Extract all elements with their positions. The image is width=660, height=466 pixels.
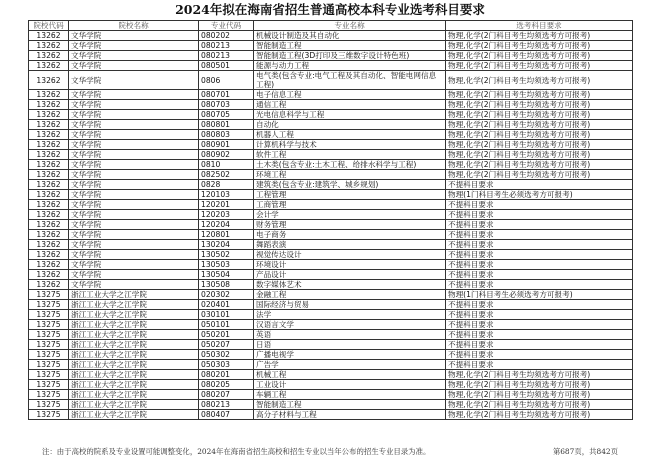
table-row [29,180,633,190]
cell-major-name: 环境工程 [254,170,446,180]
cell-major-name: 通信工程 [254,100,446,110]
cell-school-name: 文华学院 [69,140,199,150]
cell-school-code: 13262 [29,200,69,210]
cell-major-name: 机器人工程 [254,130,446,140]
cell-major-code: 080207 [199,390,254,400]
cell-school-name: 文华学院 [69,280,199,290]
cell-school-code: 13262 [29,61,69,71]
cell-subject-requirement: 物理,化学(2门科目考生均须选考方可报考) [446,110,633,120]
cell-school-name: 浙江工业大学之江学院 [69,350,199,360]
cell-school-name: 文华学院 [69,90,199,100]
cell-school-code: 13275 [29,310,69,320]
table-row [29,290,633,300]
cell-school-name: 浙江工业大学之江学院 [69,300,199,310]
cell-major-code: 130502 [199,250,254,260]
table-row [29,280,633,290]
cell-major-code: 080201 [199,370,254,380]
cell-major-code: 080701 [199,90,254,100]
cell-major-name: 自动化 [254,120,446,130]
cell-major-name: 视觉传达设计 [254,250,446,260]
table-row [29,250,633,260]
cell-major-code: 050302 [199,350,254,360]
table-row [29,140,633,150]
cell-school-code: 13262 [29,120,69,130]
cell-school-code: 13275 [29,350,69,360]
cell-school-name: 文华学院 [69,130,199,140]
cell-major-name: 智能制造工程 [254,400,446,410]
cell-major-code: 080213 [199,41,254,51]
cell-major-name: 工商管理 [254,200,446,210]
cell-major-code: 0828 [199,180,254,190]
cell-major-code: 080705 [199,110,254,120]
table-row [29,51,633,61]
cell-school-name: 文华学院 [69,31,199,41]
table-row [29,400,633,410]
cell-subject-requirement: 物理,化学(2门科目考生均须选考方可报考) [446,100,633,110]
cell-major-name: 机械工程 [254,370,446,380]
cell-school-name: 文华学院 [69,220,199,230]
cell-subject-requirement: 不提科目要求 [446,340,633,350]
cell-school-code: 13262 [29,110,69,120]
table-row [29,160,633,170]
cell-school-name: 文华学院 [69,61,199,71]
cell-major-code: 080407 [199,410,254,420]
cell-subject-requirement: 不提科目要求 [446,260,633,270]
cell-school-name: 浙江工业大学之江学院 [69,390,199,400]
cell-subject-requirement: 不提科目要求 [446,230,633,240]
cell-major-code: 080501 [199,61,254,71]
cell-subject-requirement: 物理,化学(2门科目考生均须选考方可报考) [446,61,633,71]
table-row [29,170,633,180]
cell-school-code: 13262 [29,270,69,280]
cell-school-code: 13262 [29,140,69,150]
cell-school-name: 浙江工业大学之江学院 [69,400,199,410]
cell-major-name: 土木类(包含专业:土木工程、给排水科学与工程) [254,160,446,170]
cell-school-code: 13262 [29,170,69,180]
table-row [29,370,633,380]
cell-school-code: 13275 [29,290,69,300]
table-row [29,90,633,100]
cell-major-name: 金融工程 [254,290,446,300]
footer-note: 注：由于高校的院系及专业设置可能调整变化，2024年在海南省招生高校和招生专业以当年公布的招生专业目录为准。 [42,447,431,456]
cell-school-code: 13275 [29,410,69,420]
cell-major-code: 082502 [199,170,254,180]
cell-school-code: 13262 [29,51,69,61]
cell-subject-requirement: 不提科目要求 [446,330,633,340]
cell-school-name: 浙江工业大学之江学院 [69,310,199,320]
header-school-code: 院校代码 [29,21,69,31]
cell-school-code: 13275 [29,300,69,310]
cell-major-code: 080213 [199,400,254,410]
cell-school-name: 文华学院 [69,250,199,260]
table-row [29,31,633,41]
cell-major-code: 080202 [199,31,254,41]
cell-school-name: 浙江工业大学之江学院 [69,380,199,390]
cell-subject-requirement: 物理,化学(2门科目考生均须选考方可报考) [446,90,633,100]
cell-school-code: 13275 [29,380,69,390]
requirements-table [28,20,633,420]
cell-subject-requirement: 不提科目要求 [446,280,633,290]
table-row [29,390,633,400]
cell-subject-requirement: 物理,化学(2门科目考生均须选考方可报考) [446,41,633,51]
cell-school-code: 13262 [29,250,69,260]
cell-school-name: 文华学院 [69,110,199,120]
table-row [29,240,633,250]
table-row [29,410,633,420]
cell-subject-requirement: 不提科目要求 [446,320,633,330]
cell-major-code: 130508 [199,280,254,290]
cell-major-name: 能源与动力工程 [254,61,446,71]
cell-subject-requirement: 不提科目要求 [446,310,633,320]
table-row [29,41,633,51]
cell-subject-requirement: 不提科目要求 [446,270,633,280]
table-row [29,300,633,310]
cell-school-name: 文华学院 [69,71,199,90]
table-row [29,330,633,340]
cell-major-name: 会计学 [254,210,446,220]
cell-school-code: 13262 [29,280,69,290]
cell-school-name: 文华学院 [69,210,199,220]
cell-major-name: 电子商务 [254,230,446,240]
cell-subject-requirement: 不提科目要求 [446,210,633,220]
cell-subject-requirement: 不提科目要求 [446,350,633,360]
table-row [29,71,633,90]
cell-subject-requirement: 不提科目要求 [446,200,633,210]
cell-major-name: 智能制造工程(3D打印及三维数字设计特色班) [254,51,446,61]
page-number: 第687页，共842页 [552,447,618,456]
table-row [29,310,633,320]
cell-subject-requirement: 不提科目要求 [446,220,633,230]
header-major-code: 专业代码 [199,21,254,31]
cell-major-code: 020401 [199,300,254,310]
cell-subject-requirement: 物理,化学(2门科目考生均须选考方可报考) [446,130,633,140]
cell-school-code: 13262 [29,130,69,140]
cell-subject-requirement: 物理,化学(2门科目考生均须选考方可报考) [446,390,633,400]
cell-school-name: 浙江工业大学之江学院 [69,370,199,380]
cell-school-name: 文华学院 [69,170,199,180]
table-row [29,380,633,390]
cell-major-code: 020302 [199,290,254,300]
cell-subject-requirement: 物理,化学(2门科目考生均须选考方可报考) [446,410,633,420]
cell-major-name: 高分子材料与工程 [254,410,446,420]
cell-major-name: 软件工程 [254,150,446,160]
cell-major-code: 030101 [199,310,254,320]
cell-subject-requirement: 物理,化学(2门科目考生均须选考方可报考) [446,120,633,130]
cell-major-code: 050201 [199,330,254,340]
cell-school-code: 13275 [29,390,69,400]
cell-school-code: 13262 [29,71,69,90]
cell-school-name: 文华学院 [69,100,199,110]
table-row [29,61,633,71]
cell-subject-requirement: 物理,化学(2门科目考生均须选考方可报考) [446,140,633,150]
cell-major-name: 汉语言文学 [254,320,446,330]
cell-school-name: 文华学院 [69,200,199,210]
cell-school-code: 13262 [29,260,69,270]
cell-subject-requirement: 物理,化学(2门科目考生均须选考方可报考) [446,170,633,180]
cell-school-name: 文华学院 [69,160,199,170]
cell-school-code: 13262 [29,31,69,41]
cell-school-code: 13275 [29,370,69,380]
cell-major-name: 建筑类(包含专业:建筑学、城乡规划) [254,180,446,190]
header-school-name: 院校名称 [69,21,199,31]
cell-school-code: 13262 [29,220,69,230]
cell-major-code: 080703 [199,100,254,110]
cell-subject-requirement: 不提科目要求 [446,240,633,250]
cell-major-name: 产品设计 [254,270,446,280]
cell-subject-requirement: 不提科目要求 [446,250,633,260]
cell-subject-requirement: 不提科目要求 [446,300,633,310]
cell-major-code: 050101 [199,320,254,330]
cell-major-name: 工业设计 [254,380,446,390]
cell-major-name: 广告学 [254,360,446,370]
cell-major-code: 080803 [199,130,254,140]
cell-major-code: 120801 [199,230,254,240]
cell-subject-requirement: 物理(1门科目考生必须选考方可报考) [446,290,633,300]
table-row [29,210,633,220]
table-row [29,100,633,110]
cell-school-name: 浙江工业大学之江学院 [69,410,199,420]
table-row [29,320,633,330]
cell-school-code: 13262 [29,240,69,250]
cell-major-code: 0810 [199,160,254,170]
cell-major-code: 080901 [199,140,254,150]
cell-school-name: 文华学院 [69,260,199,270]
cell-school-name: 浙江工业大学之江学院 [69,330,199,340]
cell-subject-requirement: 不提科目要求 [446,360,633,370]
cell-major-code: 080205 [199,380,254,390]
cell-major-name: 计算机科学与技术 [254,140,446,150]
cell-school-name: 文华学院 [69,270,199,280]
cell-school-name: 浙江工业大学之江学院 [69,320,199,330]
cell-school-name: 浙江工业大学之江学院 [69,340,199,350]
cell-subject-requirement: 物理,化学(2门科目考生均须选考方可报考) [446,150,633,160]
cell-school-code: 13262 [29,210,69,220]
table-row [29,190,633,200]
table-row [29,260,633,270]
table-row [29,120,633,130]
cell-major-name: 广播电视学 [254,350,446,360]
table-row [29,150,633,160]
cell-subject-requirement: 物理,化学(2门科目考生均须选考方可报考) [446,370,633,380]
cell-major-name: 车辆工程 [254,390,446,400]
cell-major-name: 法学 [254,310,446,320]
cell-major-code: 130504 [199,270,254,280]
cell-major-name: 机械设计制造及其自动化 [254,31,446,41]
cell-school-name: 文华学院 [69,180,199,190]
cell-school-code: 13262 [29,150,69,160]
cell-school-name: 文华学院 [69,230,199,240]
cell-major-name: 财务管理 [254,220,446,230]
cell-major-code: 050207 [199,340,254,350]
cell-major-name: 数字媒体艺术 [254,280,446,290]
table-row [29,270,633,280]
table-row [29,110,633,120]
cell-subject-requirement: 不提科目要求 [446,180,633,190]
cell-major-code: 120204 [199,220,254,230]
cell-major-name: 光电信息科学与工程 [254,110,446,120]
page-title: 2024年拟在海南省招生普通高校本科专业选考科目要求 [175,2,485,17]
cell-school-name: 浙江工业大学之江学院 [69,360,199,370]
cell-major-code: 0806 [199,71,254,90]
cell-school-code: 13275 [29,400,69,410]
cell-major-name: 智能制造工程 [254,41,446,51]
cell-subject-requirement: 物理,化学(2门科目考生均须选考方可报考) [446,380,633,390]
cell-major-code: 120201 [199,200,254,210]
cell-school-code: 13262 [29,160,69,170]
cell-major-code: 080801 [199,120,254,130]
cell-subject-requirement: 物理,化学(2门科目考生均须选考方可报考) [446,51,633,61]
cell-major-code: 130204 [199,240,254,250]
cell-school-code: 13262 [29,100,69,110]
cell-subject-requirement: 物理,化学(2门科目考生均须选考方可报考) [446,400,633,410]
table-row [29,220,633,230]
cell-school-code: 13262 [29,190,69,200]
cell-major-name: 工程管理 [254,190,446,200]
cell-school-name: 文华学院 [69,240,199,250]
cell-school-name: 浙江工业大学之江学院 [69,290,199,300]
cell-major-name: 电气类(包含专业:电气工程及其自动化、智能电网信息工程) [254,71,446,90]
cell-subject-requirement: 物理,化学(2门科目考生均须选考方可报考) [446,31,633,41]
cell-major-code: 120203 [199,210,254,220]
cell-major-name: 环境设计 [254,260,446,270]
cell-subject-requirement: 物理,化学(2门科目考生均须选考方可报考) [446,71,633,90]
cell-major-code: 050303 [199,360,254,370]
cell-major-code: 080213 [199,51,254,61]
cell-school-name: 文华学院 [69,41,199,51]
header-subject-requirement: 选考科目要求 [446,21,633,31]
cell-school-code: 13262 [29,180,69,190]
cell-school-name: 文华学院 [69,120,199,130]
table-row [29,230,633,240]
cell-major-name: 日语 [254,340,446,350]
cell-major-name: 国际经济与贸易 [254,300,446,310]
cell-major-code: 120103 [199,190,254,200]
table-row [29,360,633,370]
cell-school-name: 文华学院 [69,150,199,160]
table-row [29,200,633,210]
table-header-row [29,21,633,31]
cell-major-name: 电子信息工程 [254,90,446,100]
cell-major-code: 080902 [199,150,254,160]
cell-school-code: 13275 [29,340,69,350]
header-major-name: 专业名称 [254,21,446,31]
cell-school-code: 13262 [29,90,69,100]
cell-school-code: 13262 [29,230,69,240]
cell-major-name: 英语 [254,330,446,340]
table-row [29,340,633,350]
cell-school-code: 13262 [29,41,69,51]
cell-school-name: 文华学院 [69,190,199,200]
table-row [29,350,633,360]
cell-school-code: 13275 [29,330,69,340]
cell-school-code: 13275 [29,360,69,370]
table-row [29,130,633,140]
cell-subject-requirement: 物理,化学(2门科目考生均须选考方可报考) [446,160,633,170]
cell-major-name: 舞蹈表演 [254,240,446,250]
cell-subject-requirement: 物理(1门科目考生必须选考方可报考) [446,190,633,200]
cell-major-code: 130503 [199,260,254,270]
cell-school-code: 13275 [29,320,69,330]
cell-school-name: 文华学院 [69,51,199,61]
